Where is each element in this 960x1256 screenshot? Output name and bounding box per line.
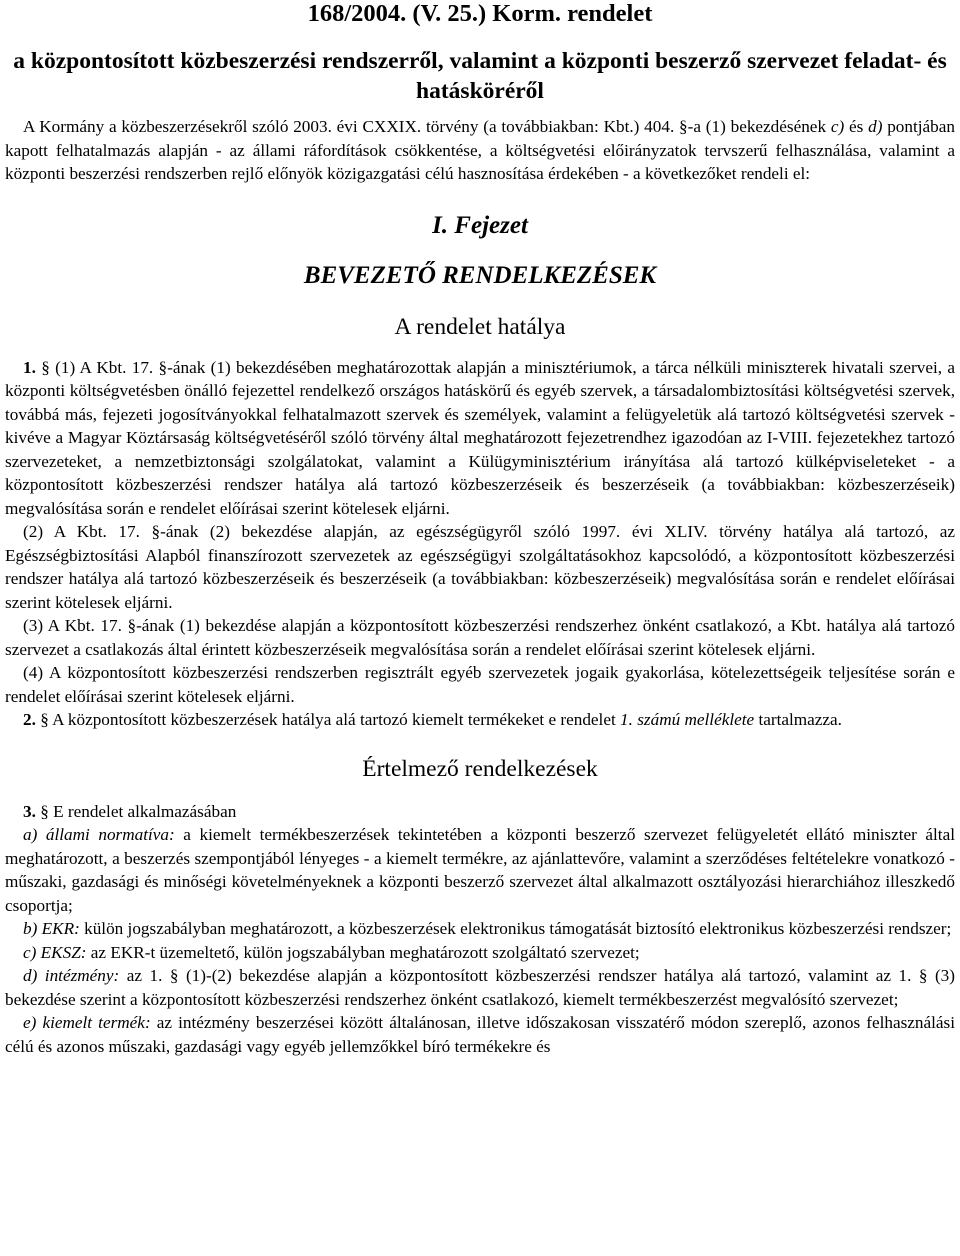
paragraph-text: § E rendelet alkalmazásában — [35, 801, 237, 821]
paragraph-1-3: (3) A Kbt. 17. §-ának (1) bekezdése alapján a központosított közbeszerzési rendszerhez önként csatlakozó, a Kbt. hatálya alá tartozó szervezet a csatlakozás által érintett közbeszerzéseik megvalósítása során a rendelet előírásai szerint kötelesek eljárni. — [5, 616, 955, 659]
paragraph-number: 2. — [23, 710, 36, 729]
document-title: 168/2004. (V. 25.) Korm. rendelet — [307, 0, 653, 27]
definition-label: b) EKR: — [23, 919, 80, 938]
annex-reference: 1. számú melléklete — [620, 710, 755, 729]
definition-label: a) állami normatíva: — [23, 825, 175, 844]
definition-label: d) intézmény: — [23, 966, 120, 985]
chapter-title: BEVEZETŐ RENDELKEZÉSEK — [303, 261, 657, 289]
paragraph-3-intro — [5, 800, 955, 824]
paragraph-number: 1. — [23, 357, 36, 377]
definition-text: az 1. § (1)-(2) bekezdése alapján a központosított közbeszerzési rendszer hatálya alá tartozó, valamint az 1. § (3) bekezdése szerint a központosított közbeszerzési rendszerhez önként csatlakozó, kiemelt termékbeszerzést megvalósító szervezet; — [5, 966, 955, 1009]
preamble-text-1: A Kormány a közbeszerzésekről szóló 2003. évi CXXIX. törvény (a továbbiakban: Kbt.) 404. §-a (1) bekezdésének — [23, 117, 831, 136]
definition-b — [5, 917, 955, 941]
definition-text: az intézmény beszerzései között általánosan, illetve időszakosan visszatérő módon szereplő, azonos felhasználási célú és azonos műszaki, gazdasági vagy egyéb jellemzőkkel bíró termékekre és — [5, 1013, 956, 1056]
chapter-number: I. Fejezet — [432, 211, 528, 239]
paragraph-1-2: (2) A Kbt. 17. §-ának (2) bekezdése alapján, az egészségügyről szóló 1997. évi XLIV. törvény hatálya alá tartozó, az Egészségbiztosítási Alapból finanszírozott szervezetek az egészségügyi szolgáltatásokhoz kapcsolódó, a központosított közbeszerzési rendszer hatálya alá tartozó közbeszerzéseik és beszerzéseik (a továbbiakban: közbeszerzéseik) megvalósítása során e rendelet előírásai szerint kötelesek eljárni. — [5, 522, 955, 612]
section-title-definitions: Értelmező rendelkezések — [362, 755, 598, 782]
paragraph-text-end: tartalmazza. — [754, 710, 842, 729]
paragraph-2 — [5, 708, 955, 732]
paragraph-1-1 — [5, 356, 955, 521]
definition-c — [5, 941, 955, 965]
definition-d — [5, 964, 955, 1011]
definition-label: e) kiemelt termék: — [23, 1013, 151, 1032]
preamble-point-c: c) — [830, 117, 845, 136]
document-subtitle: a központosított közbeszerzési rendszerről, valamint a központi beszerző szervezet feladat- és hatásköréről — [13, 48, 947, 104]
paragraph-number: 3. — [23, 801, 36, 821]
preamble-point-d: d) — [868, 117, 883, 136]
preamble — [5, 115, 955, 186]
definition-e — [5, 1011, 955, 1058]
definition-text: külön jogszabályban meghatározott, a közbeszerzések elektronikus támogatását biztosító elektronikus közbeszerzési rendszer; — [79, 919, 952, 938]
definition-text: az EKR-t üzemeltető, külön jogszabályban meghatározott szolgáltató szervezet; — [86, 942, 640, 962]
definition-text: a kiemelt termékbeszerzések tekintetében a központi beszerző szervezet felügyeletét ellátó miniszter által meghatározott, a beszerzés szempontjából lényeges - a kiemelt termékre, az ajánlattevőre, valamint a szerződéses feltételekre vonatkozó - műszaki, gazdasági és minőségi követelményeknek a központi beszerző szervezet által alkalmazott osztályozási hierarchiához illeszkedő csoportja; — [5, 825, 955, 915]
definition-label: c) EKSZ: — [23, 942, 87, 962]
section-title-scope: A rendelet hatálya — [394, 313, 566, 340]
preamble-text-2: és — [844, 117, 869, 136]
paragraph-1-4: (4) A központosított közbeszerzési rendszerben regisztrált egyéb szervezetek jogaik gyakorlása, kötelezettségeik teljesítése során e rendelet előírásai szerint kötelesek eljárni. — [5, 663, 955, 706]
definition-a — [5, 823, 955, 917]
paragraph-text: § (1) A Kbt. 17. §-ának (1) bekezdésében meghatározottak alapján a minisztériumok, a tárca nélküli miniszterek hivatali szervei, a központi költségvetésben önálló fejezettel rendelkező országos hatáskörű és egyéb szervek, a társadalombiztosítási költségvetési szervek, továbbá más, fejezeti jogosítványokkal felhatalmazott szervek és személyek, valamint a felügyeletük alá tartozó költségvetési szervek - kivéve a Magyar Köztársaság költségvetéséről szóló törvény által meghatározott fejezetrendhez igazodóan az I-VIII. fejezetekhez tartozó szervezeteket, a nemzetbiztonsági szolgálatokat, valamint a Külügyminisztérium irányítása alá tartozó külképviseleteket - a központosított közbeszerzési rendszer hatálya alá tartozó közbeszerzéseik és beszerzéseik (a továbbiakban: közbeszerzéseik) megvalósítása során e rendelet előírásai szerint kötelesek eljárni. — [5, 357, 955, 518]
preamble-text-3: pontjában kapott felhatalmazás alapján - az állami ráfordítások csökkentése, a költségvetési előirányzatok tervszerű felhasználása, valamint a központi beszerzési rendszerben rejlő előnyök közigazgatási célú hasznosítása érdekében - a következőket rendeli el: — [5, 117, 955, 183]
paragraph-text: § A központosított közbeszerzések hatálya alá tartozó kiemelt termékeket e rendelet — [35, 710, 621, 729]
